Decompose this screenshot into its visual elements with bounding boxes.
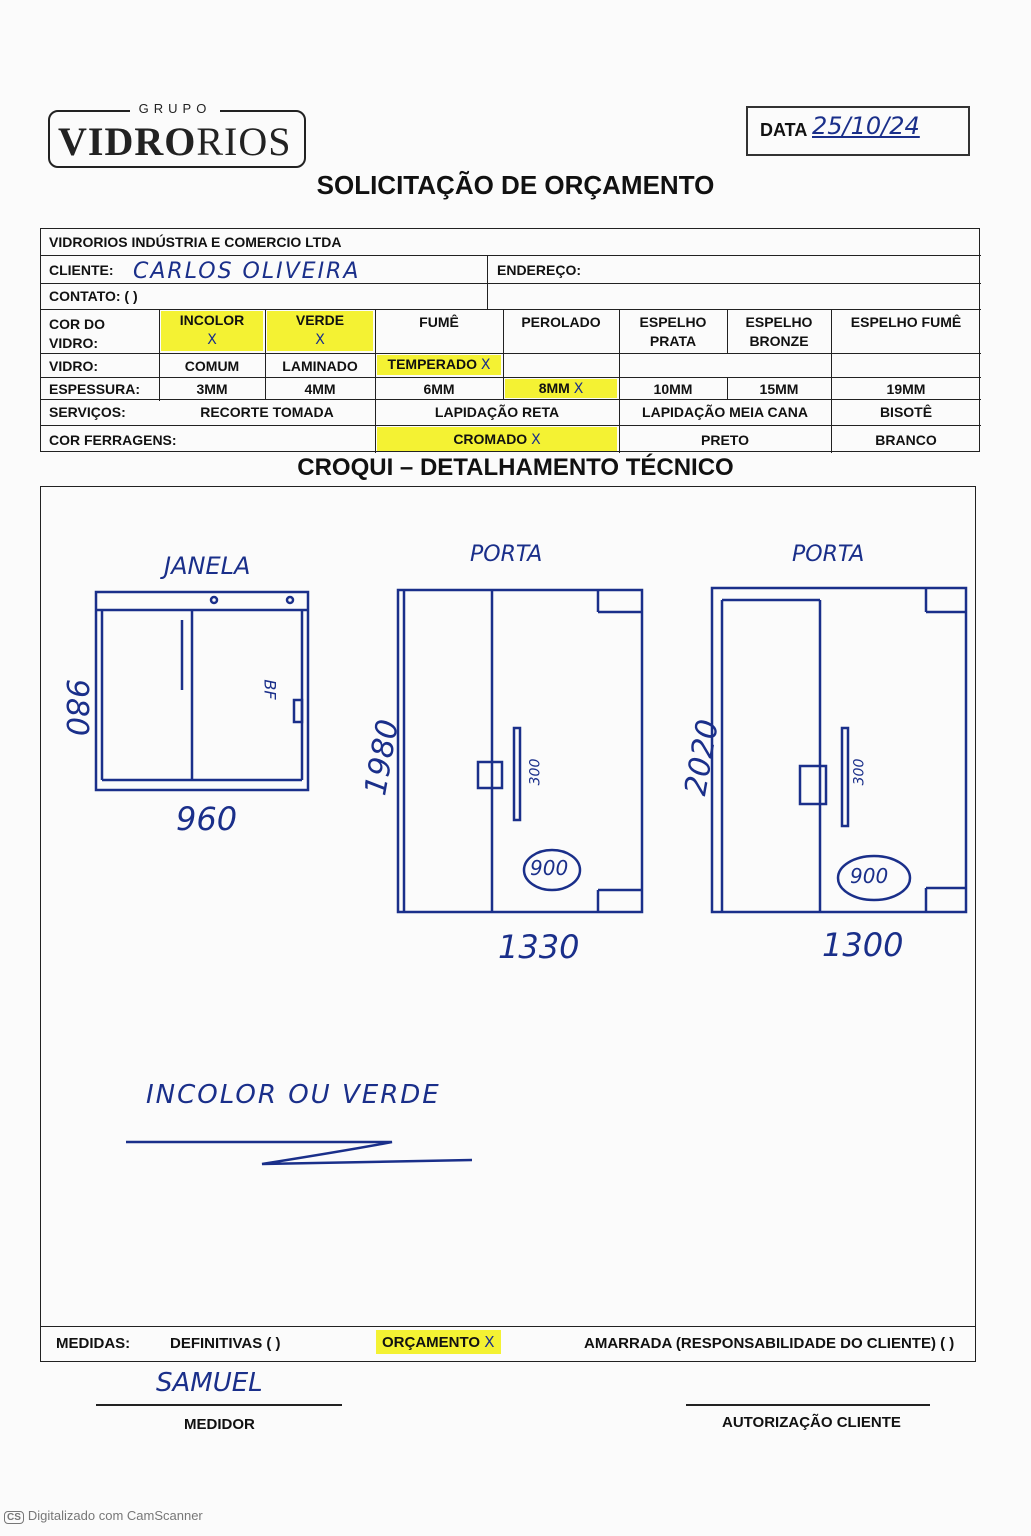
hardware-preto[interactable]: PRETO [701,432,749,448]
measures-definitivas[interactable]: DEFINITIVAS ( ) [170,1335,281,1352]
color-espelho-prata[interactable]: ESPELHO PRATA [639,314,707,349]
thickness-6mm[interactable]: 6MM [423,381,455,397]
color-espelho-bronze[interactable]: ESPELHO BRONZE [745,314,813,349]
company-name: VIDRORIOS INDÚSTRIA E COMERCIO LTDA [49,234,342,250]
x-mark: X [207,331,217,348]
address-label: ENDEREÇO: [497,262,582,278]
sketch-door1-circled: 900 [530,856,569,880]
sketch-window-label: JANELA [164,552,251,580]
logo-grupo-text: GRUPO [130,101,220,116]
hardware-color-label: COR FERRAGENS: [49,432,177,448]
client-value: CARLOS OLIVEIRA [133,259,361,284]
hardware-branco[interactable]: BRANCO [875,432,937,448]
sketch-door1-label: PORTA [470,542,543,567]
x-mark: X [531,432,541,448]
thickness-3mm[interactable]: 3MM [196,381,228,397]
measures-label: MEDIDAS: [56,1335,131,1352]
sketch-door2-width: 1300 [822,926,904,964]
client-label: CLIENTE: [49,262,114,278]
x-mark: X [484,1333,495,1351]
color-verde-label: VERDE [295,312,345,328]
color-espelho-fume[interactable]: ESPELHO FUMÊ [850,314,962,330]
medidor-signature: SAMUEL [156,1368,263,1398]
glass-type-label: VIDRO: [49,358,98,374]
thickness-10mm[interactable]: 10MM [653,381,693,397]
camscanner-icon: CS [4,1511,24,1524]
measures-orcamento[interactable] [376,1330,501,1354]
thickness-4mm[interactable]: 4MM [304,381,336,397]
sketch-door2-height: 2020 [678,716,727,799]
services-label: SERVIÇOS: [49,404,126,420]
door-frame [712,588,966,912]
hardware-cromado-label: CROMADO [453,431,528,447]
croqui-title: CROQUI – DETALHAMENTO TÉCNICO [297,454,734,481]
sketch-door2-circled: 900 [850,864,889,888]
thickness-label: ESPESSURA: [49,381,141,397]
date-label: DATA [760,120,808,140]
color-fume[interactable]: FUMÊ [419,314,459,330]
sketch-window-width: 960 [176,800,238,838]
page-title: SOLICITAÇÃO DE ORÇAMENTO [316,170,715,200]
thickness-8mm-label: 8MM [538,380,570,396]
x-mark: X [573,381,584,397]
x-mark: X [315,331,325,348]
sketch-door2-handle: 300 [851,758,868,786]
thickness-19mm[interactable]: 19MM [886,381,926,397]
service-recorte-tomada[interactable]: RECORTE TOMADA [200,404,334,420]
sketch-door1-height: 1980 [358,716,407,799]
service-lapidacao-reta[interactable]: LAPIDAÇÃO RETA [434,404,560,420]
scanner-footer-text: Digitalizado com CamScanner [27,1508,203,1523]
scanner-footer [4,1508,203,1524]
sketch-door1-width: 1330 [498,928,580,966]
glass-temperado-label: TEMPERADO [387,356,477,372]
x-mark: X [480,357,491,373]
service-lapidacao-meia-cana[interactable]: LAPIDAÇÃO MEIA CANA [642,404,808,420]
sketch-note: INCOLOR OU VERDE [146,1080,441,1110]
contact-label: CONTATO: ( ) [49,288,138,304]
color-incolor-label: INCOLOR [179,312,245,328]
client-authorization-label: AUTORIZAÇÃO CLIENTE [722,1414,901,1431]
glass-color-label: COR DO VIDRO: [49,316,105,351]
sketch-door1-handle: 300 [527,758,544,786]
measures-orcamento-label: ORÇAMENTO [382,1334,481,1351]
sketch-door2-label: PORTA [792,542,865,567]
date-value: 25/10/24 [812,112,920,140]
sketch-window-height: 980 [59,678,95,737]
glass-laminado[interactable]: LAMINADO [282,358,358,374]
logo-brand-light: RIOS [196,119,292,164]
medidor-label: MEDIDOR [184,1416,255,1433]
service-bisote[interactable]: BISOTÊ [879,404,933,420]
measures-amarrada[interactable]: AMARRADA (RESPONSABILIDADE DO CLIENTE) ( ) [584,1335,955,1352]
thickness-15mm[interactable]: 15MM [759,381,799,397]
sketch-window-note: BF [260,679,280,700]
logo-brand-bold: VIDRO [58,119,197,164]
color-perolado[interactable]: PEROLADO [521,314,601,330]
glass-comum[interactable]: COMUM [184,358,240,374]
